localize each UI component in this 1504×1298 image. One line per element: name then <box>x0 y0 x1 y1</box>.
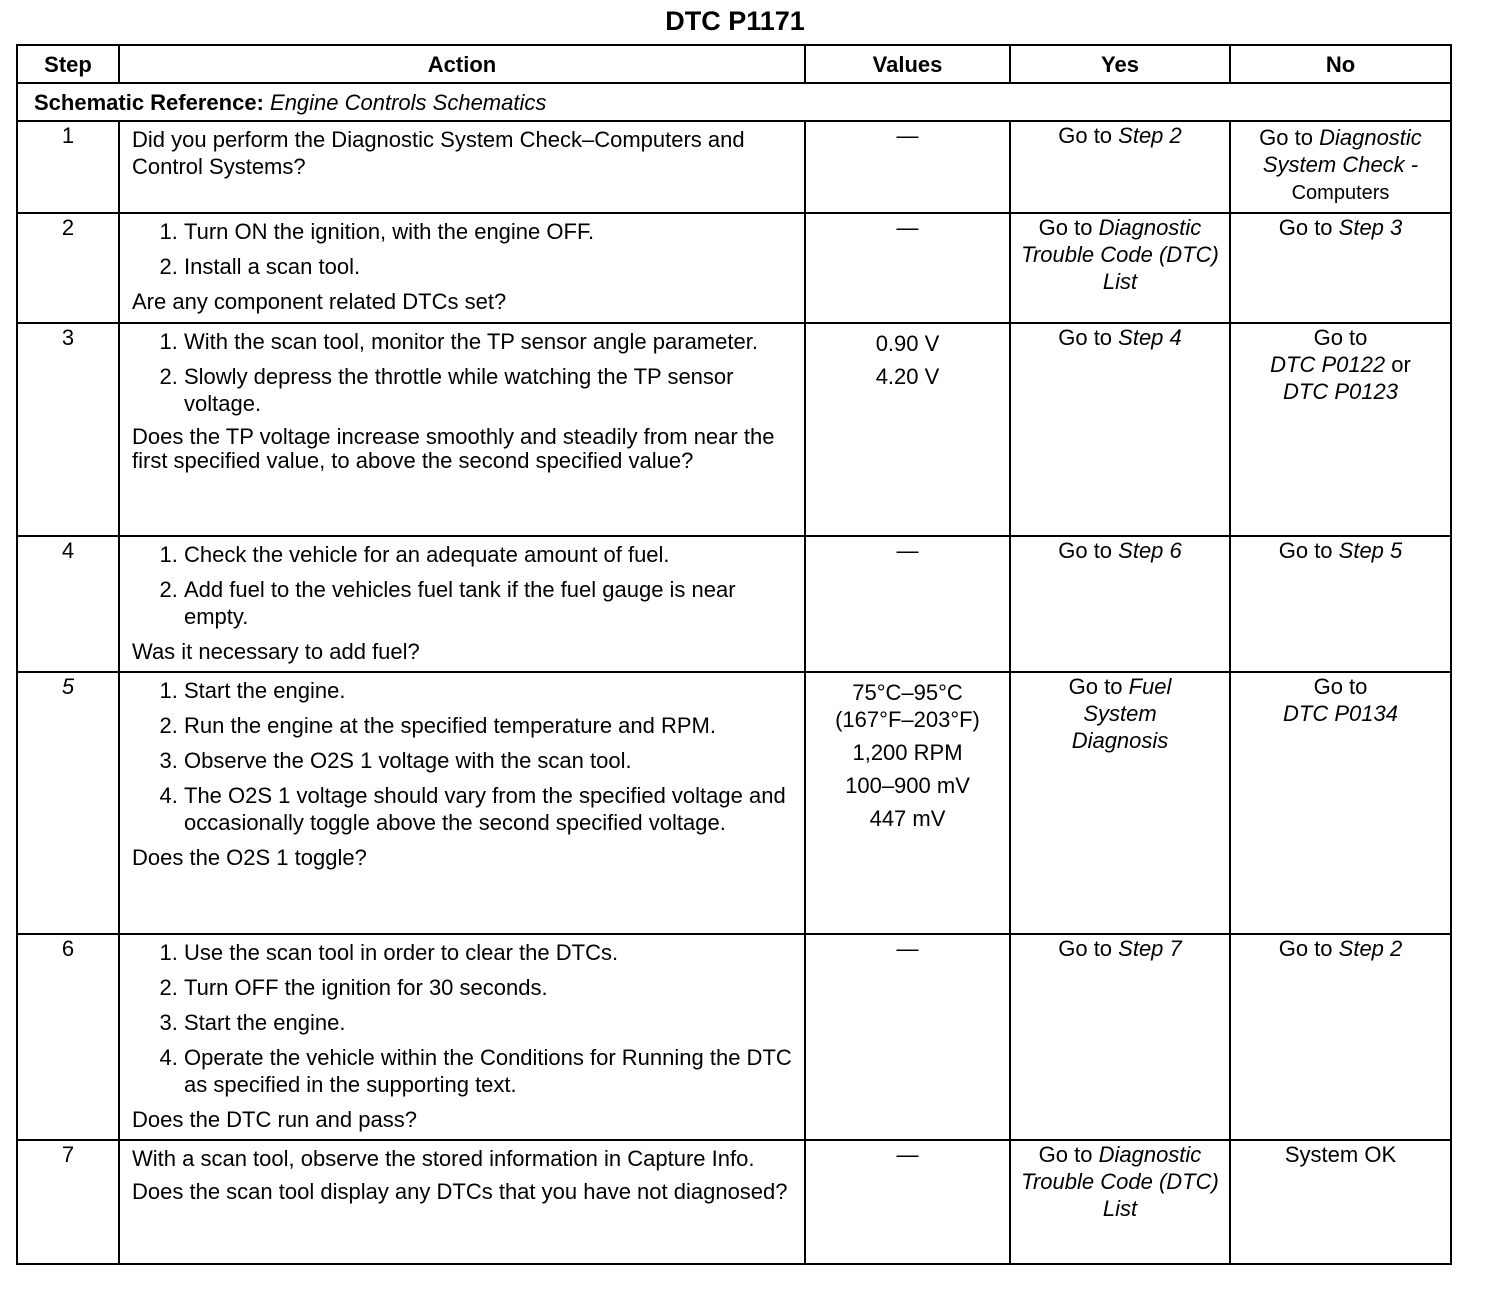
schematic-reference <box>17 83 1451 121</box>
yes-cell <box>1010 121 1230 213</box>
table-row <box>17 1140 1451 1264</box>
no-cell <box>1230 213 1451 323</box>
action-cell <box>119 934 805 1140</box>
yes-link: Step 2 <box>1118 123 1182 148</box>
header-step: Step <box>17 45 119 83</box>
action-list <box>132 328 794 417</box>
yes-prefix: Go to <box>1058 936 1119 961</box>
values-cell <box>805 121 1010 213</box>
action-list <box>132 677 794 836</box>
yes-link: Fuel System Diagnosis <box>1071 674 1172 753</box>
header-values: Values <box>805 45 1010 83</box>
no-prefix: Go to <box>1278 538 1339 563</box>
action-list <box>132 541 794 630</box>
value-line: 0.90 V <box>875 331 940 356</box>
no-link: DTC P0134 <box>1283 701 1398 726</box>
yes-prefix: Go to <box>1038 1142 1099 1167</box>
action-item: 2. Slowly depress the throttle while watching the TP sensor voltage. <box>184 363 794 417</box>
yes-cell <box>1010 213 1230 323</box>
action-item: 1. Check the vehicle for an adequate amount of fuel. <box>184 541 794 568</box>
action-cell <box>119 1140 805 1264</box>
action-item: 2. Turn OFF the ignition for 30 seconds. <box>184 974 794 1001</box>
action-question: Was it necessary to add fuel? <box>132 639 420 664</box>
table-row <box>17 934 1451 1140</box>
action-cell <box>119 323 805 536</box>
table-row <box>17 672 1451 934</box>
no-link-2: DTC P0123 <box>1283 379 1398 404</box>
yes-prefix: Go to <box>1058 538 1119 563</box>
values-dash: — <box>896 123 919 148</box>
table-row <box>17 121 1451 213</box>
values-dash: — <box>896 538 919 563</box>
action-cell <box>119 121 805 213</box>
yes-link: Diagnostic Trouble Code (DTC) List <box>1021 1142 1219 1221</box>
no-text: System OK <box>1284 1142 1397 1167</box>
no-suffix: Computers <box>1291 182 1390 204</box>
yes-prefix: Go to <box>1058 325 1119 350</box>
header-row <box>17 45 1451 83</box>
no-link: Step 2 <box>1338 936 1403 961</box>
action-intro: With a scan tool, observe the stored information in Capture Info. <box>132 1146 755 1171</box>
table-row <box>17 213 1451 323</box>
action-list <box>132 218 794 280</box>
header-yes: Yes <box>1010 45 1230 83</box>
no-mid: or <box>1385 352 1411 377</box>
no-cell <box>1230 536 1451 672</box>
action-list <box>132 939 794 1098</box>
no-cell <box>1230 121 1451 213</box>
yes-cell <box>1010 1140 1230 1264</box>
action-item: 1. Use the scan tool in order to clear the DTCs. <box>184 939 794 966</box>
no-prefix: Go to <box>1278 936 1339 961</box>
yes-prefix: Go to <box>1058 123 1119 148</box>
yes-link: Diagnostic Trouble Code (DTC) List <box>1021 215 1219 294</box>
action-item: 4. The O2S 1 voltage should vary from the specified voltage and occasionally toggle above the second specified voltage. <box>184 782 794 836</box>
value-line: 75°C–95°C (167°F–203°F) <box>835 680 980 732</box>
action-question: Does the DTC run and pass? <box>132 1107 417 1132</box>
values-cell <box>805 536 1010 672</box>
yes-cell <box>1010 323 1230 536</box>
schematic-link: Engine Controls Schematics <box>270 89 547 115</box>
action-item: 1. With the scan tool, monitor the TP sensor angle parameter. <box>184 328 794 355</box>
step-number: 1 <box>17 121 119 213</box>
header-no: No <box>1230 45 1451 83</box>
table-row <box>17 323 1451 536</box>
no-link: Step 3 <box>1338 215 1403 240</box>
action-item: 4. Operate the vehicle within the Conditions for Running the DTC as specified in the supporting text. <box>184 1044 794 1098</box>
action-item: 1. Start the engine. <box>184 677 794 704</box>
yes-cell <box>1010 536 1230 672</box>
action-cell <box>119 213 805 323</box>
no-link: DTC P0122 <box>1270 352 1386 377</box>
action-question: Are any component related DTCs set? <box>132 289 507 314</box>
action-item: 1. Turn ON the ignition, with the engine OFF. <box>184 218 794 245</box>
no-prefix: Go to <box>1259 125 1320 150</box>
action-cell <box>119 672 805 934</box>
yes-link: Step 7 <box>1118 936 1182 961</box>
diagnostic-table <box>16 44 1452 1265</box>
document-title: DTC P1171 <box>665 6 805 36</box>
yes-prefix: Go to <box>1038 215 1099 240</box>
no-link: Step 5 <box>1338 538 1403 563</box>
no-cell <box>1230 934 1451 1140</box>
action-item: 3. Start the engine. <box>184 1009 794 1036</box>
values-dash: — <box>896 936 919 961</box>
value-line: 4.20 V <box>875 364 940 389</box>
action-cell <box>119 536 805 672</box>
step-number: 4 <box>17 536 119 672</box>
value-line: 100–900 mV <box>845 773 970 798</box>
action-question: Did you perform the Diagnostic System Check–Computers and Control Systems? <box>132 127 745 179</box>
yes-prefix: Go to <box>1068 674 1129 699</box>
step-number: 3 <box>17 323 119 536</box>
table-row <box>17 536 1451 672</box>
schematic-label: Schematic Reference: <box>34 89 264 115</box>
no-cell <box>1230 323 1451 536</box>
values-cell <box>805 213 1010 323</box>
value-line: 447 mV <box>869 806 946 831</box>
values-cell <box>805 323 1010 536</box>
action-question: Does the O2S 1 toggle? <box>132 845 367 870</box>
yes-link: Step 4 <box>1118 325 1182 350</box>
no-cell <box>1230 672 1451 934</box>
values-dash: — <box>896 1142 919 1167</box>
no-prefix: Go to <box>1313 325 1368 350</box>
yes-cell <box>1010 934 1230 1140</box>
header-action: Action <box>119 45 805 83</box>
values-cell <box>805 1140 1010 1264</box>
action-question: Does the scan tool display any DTCs that you have not diagnosed? <box>132 1179 788 1204</box>
step-number: 2 <box>17 213 119 323</box>
values-cell <box>805 672 1010 934</box>
action-item: 2. Install a scan tool. <box>184 253 794 280</box>
no-prefix: Go to <box>1278 215 1339 240</box>
step-number: 7 <box>17 1140 119 1264</box>
schematic-row <box>17 83 1451 121</box>
values-cell <box>805 934 1010 1140</box>
yes-cell <box>1010 672 1230 934</box>
no-cell <box>1230 1140 1451 1264</box>
step-number: 5 <box>17 672 119 934</box>
value-line: 1,200 RPM <box>852 740 963 765</box>
values-dash: — <box>896 215 919 240</box>
action-question: Does the TP voltage increase smoothly and steadily from near the first specified value, to above the second specified value? <box>132 424 775 473</box>
action-item: 3. Observe the O2S 1 voltage with the scan tool. <box>184 747 794 774</box>
no-prefix: Go to <box>1313 674 1368 699</box>
step-number: 6 <box>17 934 119 1140</box>
action-item: 2. Add fuel to the vehicles fuel tank if the fuel gauge is near empty. <box>184 576 794 630</box>
no-link: Diagnostic System Check - <box>1262 125 1422 177</box>
action-item: 2. Run the engine at the specified temperature and RPM. <box>184 712 794 739</box>
yes-link: Step 6 <box>1118 538 1182 563</box>
